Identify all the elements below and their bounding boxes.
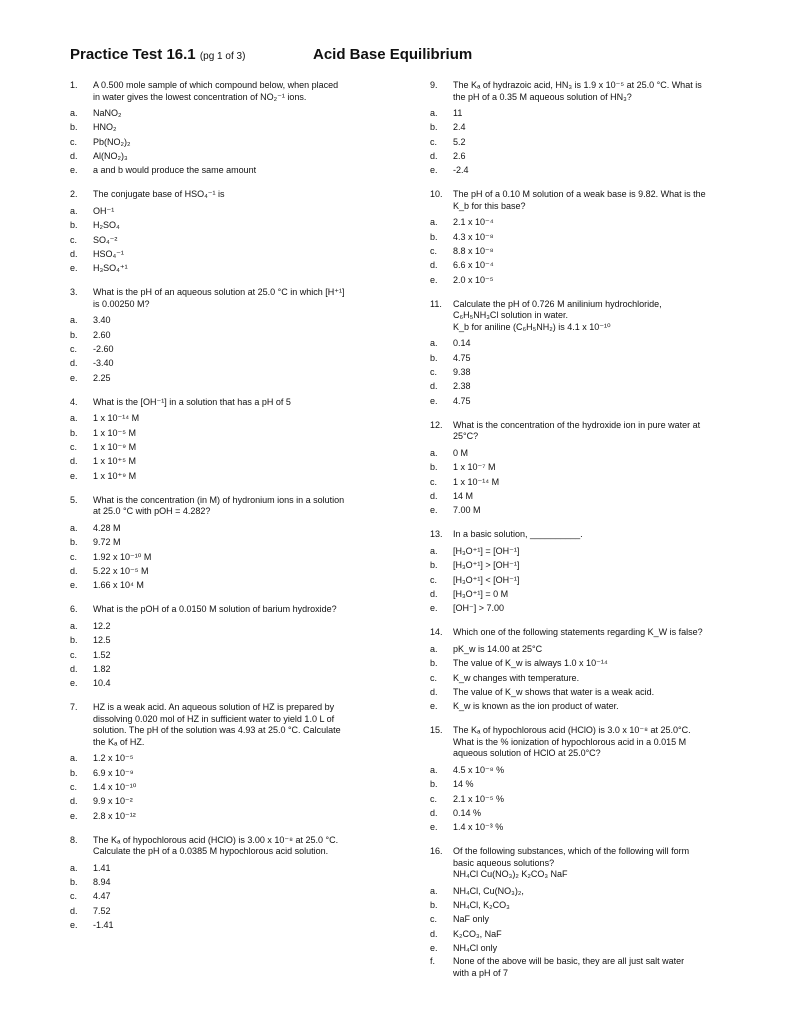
answer-option xyxy=(70,648,386,662)
option-letter: c. xyxy=(430,246,438,257)
question-number: 10. xyxy=(430,189,443,200)
answer-option xyxy=(430,351,752,365)
answer-option xyxy=(70,342,386,356)
option-letter: a. xyxy=(430,764,438,775)
option-text: 0.14 % xyxy=(453,807,482,818)
answer-option xyxy=(70,218,386,232)
option-letter: d. xyxy=(430,686,438,697)
option-letter: c. xyxy=(430,914,438,925)
question-number: 7. xyxy=(70,702,78,713)
answer-option xyxy=(70,861,386,875)
option-text: 4.5 x 10⁻⁸ % xyxy=(453,764,505,775)
question-number: 4. xyxy=(70,396,78,407)
option-text: -2.60 xyxy=(93,344,114,355)
answer-option xyxy=(430,273,752,287)
option-text: Al(NO₂)₃ xyxy=(93,150,128,161)
option-letter: a. xyxy=(70,753,78,764)
answer-option xyxy=(430,898,752,912)
option-letter: a. xyxy=(430,643,438,654)
option-text: HNO₂ xyxy=(93,122,117,133)
answer-option xyxy=(430,820,752,834)
option-letter: a. xyxy=(70,620,78,631)
title-text: Practice Test 16.1 xyxy=(70,46,196,63)
option-text: The value of K_w is always 1.0 x 10⁻¹⁴ xyxy=(453,658,608,669)
answer-option xyxy=(70,633,386,647)
answer-option xyxy=(430,544,752,558)
option-letter: c. xyxy=(430,574,438,585)
option-letter: e. xyxy=(430,395,438,406)
answer-option xyxy=(70,809,386,823)
answer-option xyxy=(70,875,386,889)
question-number: 12. xyxy=(430,419,443,430)
option-text: K₂CO₃, NaF xyxy=(453,928,502,939)
option-text: 7.52 xyxy=(93,905,111,916)
option-letter: e. xyxy=(430,603,438,614)
question-number: 3. xyxy=(70,287,78,298)
option-letter: a. xyxy=(430,885,438,896)
option-letter: a. xyxy=(70,413,78,424)
option-text: 2.1 x 10⁻⁴ xyxy=(453,217,494,228)
question-text: Which one of the following statements regarding K_W is false? xyxy=(453,627,703,638)
answer-option xyxy=(70,135,386,149)
question xyxy=(70,397,386,409)
option-text: HSO₄⁻¹ xyxy=(93,248,124,259)
option-letter: b. xyxy=(430,560,438,571)
answer-option xyxy=(430,230,752,244)
option-letter: d. xyxy=(430,381,438,392)
option-text: 12.5 xyxy=(93,635,111,646)
question-number: 14. xyxy=(430,627,443,638)
answer-option xyxy=(430,806,752,820)
option-text: 8.8 x 10⁻⁸ xyxy=(453,246,494,257)
option-text: None of the above will be basic, they are all just salt water with a pH of 7 xyxy=(453,956,685,978)
answer-option xyxy=(70,313,386,327)
option-letter: b. xyxy=(430,352,438,363)
question-number: 15. xyxy=(430,725,443,736)
answer-option xyxy=(70,454,386,468)
answer-option xyxy=(430,489,752,503)
answer-option xyxy=(430,699,752,713)
option-text: K_w is known as the ion product of water. xyxy=(453,701,619,712)
answer-option xyxy=(430,642,752,656)
left-question-column xyxy=(70,80,386,932)
answer-option xyxy=(430,503,752,517)
answer-option xyxy=(70,751,386,765)
question-text: Of the following substances, which of the following will form basic aqueous solutions? NH₄Cl Cu(NO₃)₂ K₂CO₃ NaF xyxy=(453,846,690,880)
option-text: 1 x 10⁻¹⁴ M xyxy=(453,476,500,487)
option-text: 2.1 x 10⁻⁵ % xyxy=(453,793,505,804)
option-letter: b. xyxy=(430,658,438,669)
question-text: The Kₐ of hydrazoic acid, HN₃ is 1.9 x 10⁻⁵ at 25.0 °C. What is the pH of a 0.35 M aqueous solution of HN₃? xyxy=(453,80,702,102)
option-text: [H₃O⁺¹] < [OH⁻¹] xyxy=(453,574,520,585)
question xyxy=(430,627,752,639)
answer-option xyxy=(430,587,752,601)
question xyxy=(430,420,752,443)
answer-option xyxy=(70,163,386,177)
question-text: The pH of a 0.10 M solution of a weak base is 9.82. What is the K_b for this base? xyxy=(453,189,706,211)
option-text: 10.4 xyxy=(93,678,111,689)
question xyxy=(70,702,386,748)
answer-option xyxy=(430,446,752,460)
option-text: NaNO₂ xyxy=(93,108,122,118)
answer-option xyxy=(430,573,752,587)
option-text: 4.28 M xyxy=(93,522,121,533)
option-text: 5.2 xyxy=(453,136,466,147)
option-letter: b. xyxy=(70,635,78,646)
option-letter: c. xyxy=(70,649,78,660)
answer-option xyxy=(430,656,752,670)
answer-option xyxy=(70,261,386,275)
option-text: 14 M xyxy=(453,490,474,501)
answer-option xyxy=(430,163,752,177)
option-letter: d. xyxy=(70,905,78,916)
option-text: 1.92 x 10⁻¹⁰ M xyxy=(93,551,152,562)
answer-option xyxy=(430,336,752,350)
answer-option xyxy=(430,955,752,979)
option-letter: e. xyxy=(430,701,438,712)
option-letter: c. xyxy=(430,476,438,487)
page-title xyxy=(70,46,245,63)
question-number: 11. xyxy=(430,298,442,309)
question-text: What is the [OH⁻¹] in a solution that has a pH of 5 xyxy=(93,396,291,407)
option-text: 1.4 x 10⁻³ % xyxy=(453,822,504,833)
option-text: 2.25 xyxy=(93,372,111,383)
option-text: 1 x 10⁻⁵ M xyxy=(93,427,136,438)
option-text: -3.40 xyxy=(93,358,114,369)
option-letter: e. xyxy=(70,810,78,821)
question-number: 16. xyxy=(430,846,443,857)
option-text: 6.6 x 10⁻⁴ xyxy=(453,260,494,271)
option-letter: e. xyxy=(430,822,438,833)
option-letter: c. xyxy=(70,344,78,355)
option-text: [H₃O⁺¹] = 0 M xyxy=(453,588,509,599)
answer-option xyxy=(70,794,386,808)
option-letter: c. xyxy=(70,442,78,453)
option-letter: a. xyxy=(70,315,78,326)
option-text: 1 x 10⁺⁹ M xyxy=(93,470,137,481)
option-text: 4.3 x 10⁻⁸ xyxy=(453,231,494,242)
option-letter: c. xyxy=(70,891,78,902)
answer-option xyxy=(70,247,386,261)
answer-option xyxy=(70,619,386,633)
question-text: The Kₐ of hypochlorous acid (HClO) is 3.0 x 10⁻⁸ at 25.0°C. What is the % ionization of hypochlorous acid in a 0.015 M aqueous solution of HClO at 25.0°C? xyxy=(453,725,691,759)
option-text: 8.94 xyxy=(93,877,111,888)
option-text: 5.22 x 10⁻⁵ M xyxy=(93,565,149,576)
answer-option xyxy=(430,475,752,489)
option-letter: b. xyxy=(70,329,78,340)
option-text: 9.38 xyxy=(453,367,471,378)
answer-option xyxy=(70,578,386,592)
option-text: H₂SO₄ xyxy=(93,220,120,231)
option-letter: e. xyxy=(70,165,78,176)
option-letter: c. xyxy=(70,234,78,245)
option-letter: b. xyxy=(70,220,78,231)
answer-option xyxy=(70,521,386,535)
option-letter: e. xyxy=(430,165,438,176)
option-text: 1.66 x 10⁴ M xyxy=(93,580,144,591)
answer-option xyxy=(430,120,752,134)
option-text: a and b would produce the same amount xyxy=(93,165,257,176)
question-text: What is the pH of an aqueous solution at 25.0 °C in which [H⁺¹] is 0.00250 M? xyxy=(93,287,345,309)
answer-option xyxy=(430,258,752,272)
option-text: 1 x 10⁻⁷ M xyxy=(453,462,496,473)
question-number: 1. xyxy=(70,80,78,90)
answer-option xyxy=(70,766,386,780)
option-letter: e. xyxy=(70,920,78,931)
option-text: -2.4 xyxy=(453,165,469,176)
answer-option xyxy=(430,135,752,149)
answer-option xyxy=(70,204,386,218)
option-text: 9.72 M xyxy=(93,537,121,548)
option-letter: a. xyxy=(430,545,438,556)
question xyxy=(430,846,752,881)
question xyxy=(70,189,386,201)
option-text: 0.14 xyxy=(453,338,471,349)
answer-option xyxy=(70,149,386,163)
option-text: 2.4 xyxy=(453,122,466,133)
answer-option xyxy=(430,685,752,699)
answer-option xyxy=(70,889,386,903)
right-question-column xyxy=(430,80,752,979)
question-text: What is the concentration (in M) of hydronium ions in a solution at 25.0 °C with pOH = 4.282? xyxy=(93,494,345,517)
question-number: 8. xyxy=(70,834,78,845)
option-letter: b. xyxy=(430,231,438,242)
question xyxy=(70,495,386,518)
question-text: What is the pOH of a 0.0150 M solution of barium hydroxide? xyxy=(93,604,337,615)
answer-option xyxy=(430,601,752,615)
question-text: A 0.500 mole sample of which compound below, when placed in water gives the lowest concentration of NO₂⁻¹ ions. xyxy=(93,80,339,102)
option-text: -1.41 xyxy=(93,920,114,931)
option-letter: a. xyxy=(430,338,438,349)
option-letter: a. xyxy=(70,205,78,216)
option-text: NaF only xyxy=(453,914,490,925)
option-text: 2.6 xyxy=(453,150,466,161)
option-text: 1.4 x 10⁻¹⁰ xyxy=(93,782,137,792)
answer-option xyxy=(430,792,752,806)
option-letter: b. xyxy=(430,779,438,790)
option-text: pK_w is 14.00 at 25°C xyxy=(453,643,543,654)
option-letter: a. xyxy=(430,217,438,228)
answer-option xyxy=(70,411,386,425)
option-letter: e. xyxy=(430,943,438,954)
option-letter: b. xyxy=(430,462,438,473)
answer-option xyxy=(430,365,752,379)
answer-option xyxy=(70,662,386,676)
question xyxy=(430,80,752,103)
option-letter: c. xyxy=(70,551,78,562)
option-letter: c. xyxy=(430,136,438,147)
answer-option xyxy=(430,927,752,941)
question-number: 2. xyxy=(70,189,78,200)
question xyxy=(430,299,752,334)
option-text: 6.9 x 10⁻⁹ xyxy=(93,767,134,778)
answer-option xyxy=(430,460,752,474)
answer-option xyxy=(70,120,386,134)
answer-option xyxy=(70,371,386,385)
option-text: 1.52 xyxy=(93,649,111,660)
question-text: Calculate the pH of 0.726 M anilinium hydrochloride, C₆H₅NH₃Cl solution in water. K_b for aniline (C₆H₅NH₂) is 4.1 x 10⁻¹⁰ xyxy=(453,298,662,332)
option-text: OH⁻¹ xyxy=(93,205,115,216)
option-letter: c. xyxy=(430,793,438,804)
subject-heading: Acid Base Equilibrium xyxy=(313,46,473,63)
option-letter: b. xyxy=(70,122,78,133)
option-text: K_w changes with temperature. xyxy=(453,672,580,683)
option-text: [H₃O⁺¹] = [OH⁻¹] xyxy=(453,545,520,556)
question-number: 13. xyxy=(430,529,443,540)
option-text: 2.60 xyxy=(93,329,111,340)
option-text: 14 % xyxy=(453,779,474,790)
answer-option xyxy=(70,426,386,440)
option-letter: a. xyxy=(430,108,438,118)
option-letter: e. xyxy=(70,678,78,689)
answer-option xyxy=(70,440,386,454)
option-letter: b. xyxy=(70,877,78,888)
option-letter: c. xyxy=(70,136,78,147)
answer-option xyxy=(430,215,752,229)
option-letter: d. xyxy=(430,588,438,599)
question xyxy=(70,80,386,103)
option-letter: b. xyxy=(70,537,78,548)
question xyxy=(70,604,386,616)
option-letter: a. xyxy=(70,862,78,873)
answer-option xyxy=(70,676,386,690)
option-letter: c. xyxy=(430,672,438,683)
option-text: 2.8 x 10⁻¹² xyxy=(93,810,136,821)
answer-option xyxy=(70,233,386,247)
answer-option xyxy=(430,777,752,791)
option-letter: b. xyxy=(70,767,78,778)
option-text: Pb(NO₂)₂ xyxy=(93,136,131,147)
option-text: [H₃O⁺¹] > [OH⁻¹] xyxy=(453,560,520,571)
page-indicator: (pg 1 of 3) xyxy=(199,51,246,62)
option-letter: a. xyxy=(70,108,78,118)
option-text: 1 x 10⁺⁵ M xyxy=(93,456,136,467)
option-text: 9.9 x 10⁻² xyxy=(93,796,133,807)
answer-option xyxy=(430,884,752,898)
option-letter: d. xyxy=(430,260,438,271)
option-letter: d. xyxy=(430,928,438,939)
option-text: 1.82 xyxy=(93,663,111,674)
answer-option xyxy=(70,904,386,918)
option-text: 2.38 xyxy=(453,381,471,392)
option-letter: d. xyxy=(70,456,78,467)
option-letter: c. xyxy=(70,782,78,792)
question xyxy=(430,725,752,760)
option-text: 11 xyxy=(453,108,463,118)
option-text: 1.41 xyxy=(93,862,111,873)
question-text: What is the concentration of the hydroxide ion in pure water at 25°C? xyxy=(453,419,701,442)
question-text: The Kₐ of hypochlorous acid (HClO) is 3.00 x 10⁻⁸ at 25.0 °C. Calculate the pH of a 0.0385 M hypochlorous acid solution. xyxy=(93,834,339,857)
option-letter: a. xyxy=(70,522,78,533)
option-text: 0 M xyxy=(453,447,469,458)
option-letter: c. xyxy=(430,367,438,378)
option-text: H₃SO₄⁺¹ xyxy=(93,263,128,274)
question-text: HZ is a weak acid. An aqueous solution of HZ is prepared by dissolving 0.020 mol of HZ in sufficient water to yield 1.0 L of solution. The pH of the solution was 4.93 at 25.0 °C. Calculate the Kₐ of HZ. xyxy=(93,702,341,747)
option-text: 4.47 xyxy=(93,891,111,902)
option-text: [OH⁻] > 7.00 xyxy=(453,603,505,614)
question-text: The conjugate base of HSO₄⁻¹ is xyxy=(93,189,225,200)
option-text: 1 x 10⁻⁹ M xyxy=(93,442,137,453)
answer-option xyxy=(70,918,386,932)
option-letter: d. xyxy=(70,565,78,576)
option-text: NH₄Cl only xyxy=(453,943,498,954)
option-letter: e. xyxy=(70,372,78,383)
option-text: NH₄Cl, Cu(NO₃)₂, xyxy=(453,885,524,896)
option-text: SO₄⁻² xyxy=(93,234,118,245)
question-number: 6. xyxy=(70,604,78,615)
option-letter: e. xyxy=(70,263,78,274)
answer-option xyxy=(70,535,386,549)
option-text: 4.75 xyxy=(453,352,471,363)
option-letter: d. xyxy=(430,490,438,501)
question-text: In a basic solution, __________. xyxy=(453,529,583,540)
answer-option xyxy=(430,149,752,163)
answer-option xyxy=(70,356,386,370)
answer-option xyxy=(70,780,386,794)
answer-option xyxy=(430,394,752,408)
option-letter: d. xyxy=(430,807,438,818)
option-letter: b. xyxy=(430,900,438,911)
answer-option xyxy=(70,469,386,483)
question xyxy=(70,835,386,858)
question xyxy=(430,529,752,541)
question xyxy=(430,189,752,212)
answer-option xyxy=(430,379,752,393)
option-letter: d. xyxy=(70,150,78,161)
answer-option xyxy=(70,564,386,578)
option-text: The value of K_w shows that water is a weak acid. xyxy=(453,686,655,697)
option-letter: d. xyxy=(70,248,78,259)
option-letter: d. xyxy=(70,796,78,807)
option-text: 4.75 xyxy=(453,395,471,406)
answer-option xyxy=(70,328,386,342)
answer-option xyxy=(70,550,386,564)
answer-option xyxy=(430,106,752,120)
answer-option xyxy=(430,941,752,955)
answer-option xyxy=(430,912,752,926)
option-letter: e. xyxy=(430,505,438,516)
answer-option xyxy=(430,558,752,572)
option-text: 3.40 xyxy=(93,315,111,326)
option-letter: d. xyxy=(70,663,78,674)
option-letter: e. xyxy=(70,580,78,591)
option-letter: d. xyxy=(430,150,438,161)
option-text: 12.2 xyxy=(93,620,111,631)
answer-option xyxy=(430,763,752,777)
answer-option xyxy=(430,244,752,258)
question-number: 5. xyxy=(70,494,78,505)
option-text: 2.0 x 10⁻⁵ xyxy=(453,274,494,285)
option-letter: d. xyxy=(70,358,78,369)
option-text: 7.00 M xyxy=(453,505,481,516)
option-letter: f. xyxy=(430,956,436,967)
option-text: 1 x 10⁻¹⁴ M xyxy=(93,413,140,424)
option-letter: e. xyxy=(70,470,78,481)
option-text: 1.2 x 10⁻⁵ xyxy=(93,753,134,764)
question xyxy=(70,287,386,310)
option-text: NH₄Cl, K₂CO₃ xyxy=(453,900,510,911)
answer-option xyxy=(430,671,752,685)
option-letter: b. xyxy=(430,122,438,133)
option-letter: e. xyxy=(430,274,438,285)
option-letter: b. xyxy=(70,427,78,438)
answer-option xyxy=(70,106,386,120)
option-letter: a. xyxy=(430,447,438,458)
question-number: 9. xyxy=(430,80,438,90)
